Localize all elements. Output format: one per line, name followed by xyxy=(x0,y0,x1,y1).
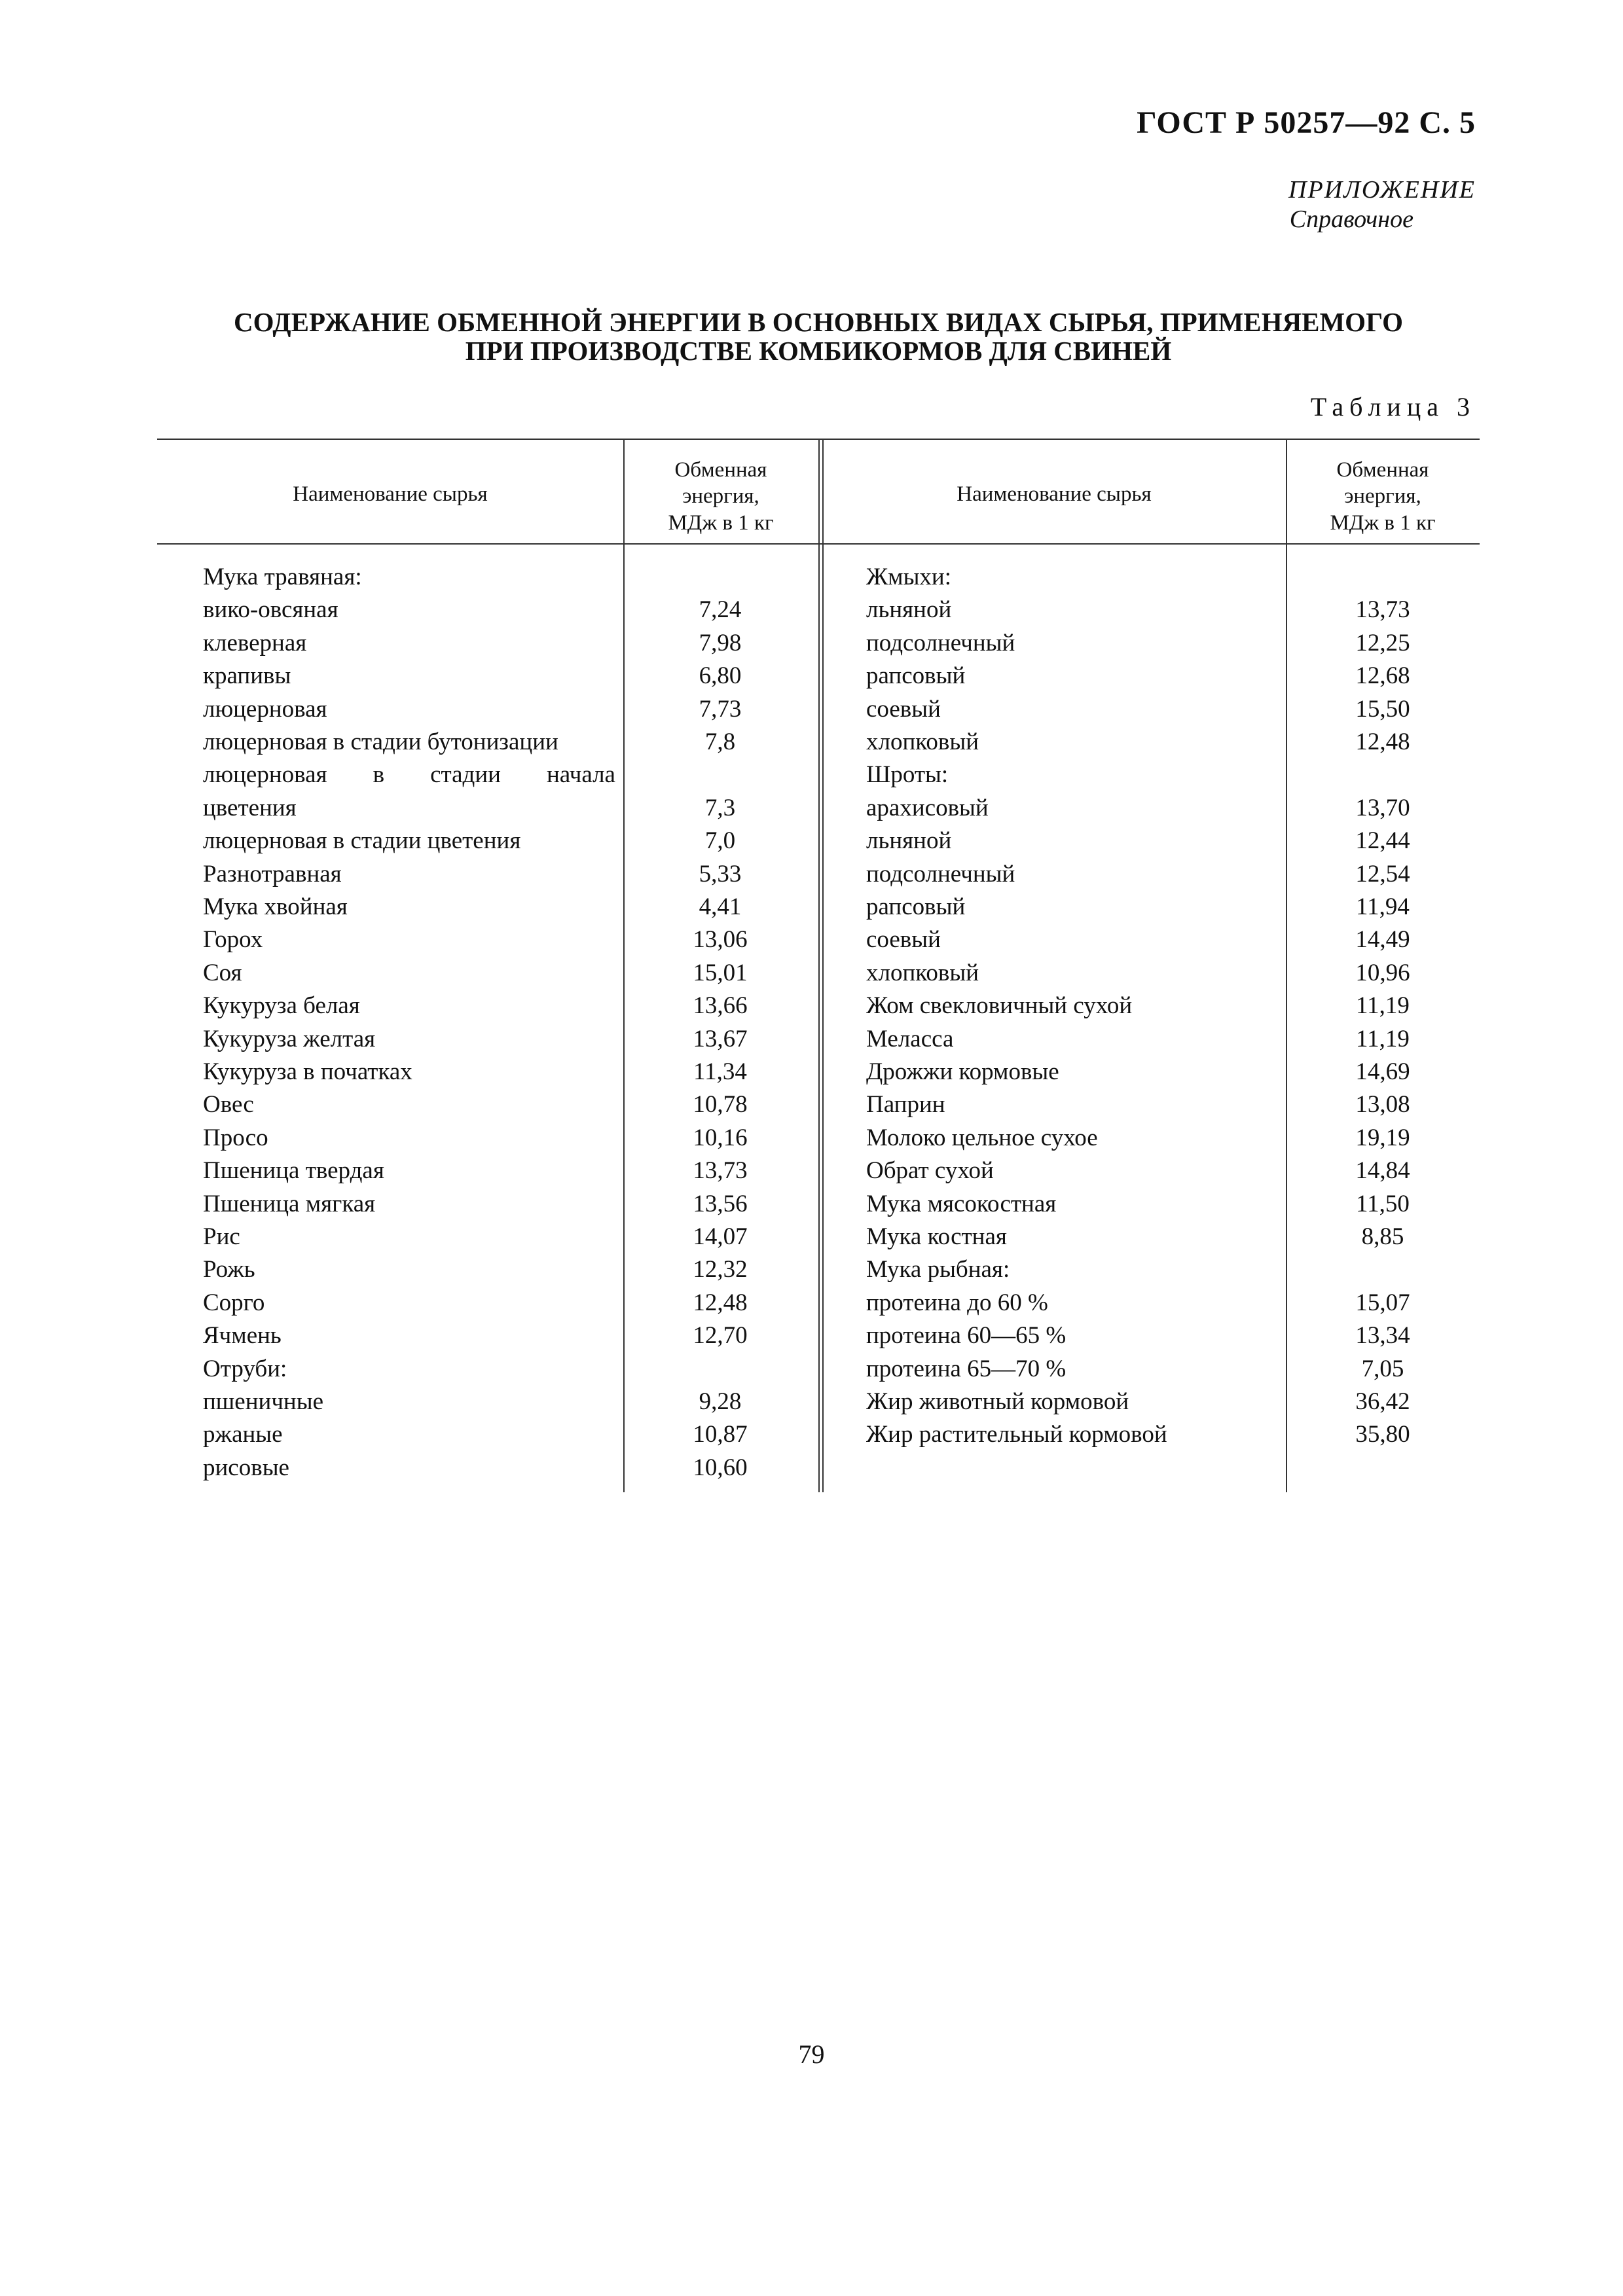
table-row-value: 7,24 xyxy=(699,596,742,624)
table-row-name-word: люцерновая xyxy=(203,761,327,789)
energy-table xyxy=(157,439,1480,1492)
table-row-name: Разнотравная xyxy=(203,860,342,888)
table-row-name: хлопковый xyxy=(866,959,979,986)
header-energy-line: Обменная xyxy=(1336,458,1429,482)
table-row-value: 11,34 xyxy=(693,1058,747,1085)
table-row-name: Кукуруза в початках xyxy=(203,1058,412,1085)
table-row-name: люцерновая xyxy=(203,695,327,723)
table-row-value: 7,73 xyxy=(699,695,742,723)
table-row-value: 14,69 xyxy=(1355,1058,1410,1085)
column-divider xyxy=(1286,439,1287,1492)
table-row-name: клеверная xyxy=(203,629,307,656)
column-divider xyxy=(822,439,824,1492)
table-row-name: льняной xyxy=(866,827,952,855)
table-row-name: Горох xyxy=(203,926,263,954)
table-row-name: хлопковый xyxy=(866,728,979,755)
table-row-name: Отруби: xyxy=(203,1355,287,1382)
table-row-name: крапивы xyxy=(203,662,291,690)
table-row-name: вико-овсяная xyxy=(203,596,338,624)
table-row-name: Мука мясокостная xyxy=(866,1190,1057,1217)
table-row-value: 4,41 xyxy=(699,893,742,920)
table-row-value: 14,49 xyxy=(1355,926,1410,954)
column-divider xyxy=(818,439,820,1492)
table-row-name: ржаные xyxy=(203,1421,283,1448)
table-row-name: льняной xyxy=(866,596,952,624)
table-row-name: арахисовый xyxy=(866,794,989,821)
header-energy-line: МДж в 1 кг xyxy=(1330,511,1436,535)
table-row-value: 12,44 xyxy=(1355,827,1410,855)
table-row-value: 36,42 xyxy=(1355,1388,1410,1415)
table-row-name: подсолнечный xyxy=(866,860,1015,888)
table-row-value: 13,56 xyxy=(693,1190,748,1217)
table-row-value: 14,07 xyxy=(693,1223,748,1250)
table-row-value: 11,50 xyxy=(1356,1190,1410,1217)
table-row-name: Жом свекловичный сухой xyxy=(866,992,1133,1020)
title-line-2: ПРИ ПРОИЗВОДСТВЕ КОМБИКОРМОВ ДЛЯ СВИНЕЙ xyxy=(465,336,1172,367)
appendix-label: ПРИЛОЖЕНИЕ xyxy=(1288,176,1476,204)
table-row-name: протеина до 60 % xyxy=(866,1289,1048,1316)
table-row-name xyxy=(203,761,615,789)
header-energy-line: МДж в 1 кг xyxy=(668,511,774,535)
table-row-value: 12,54 xyxy=(1355,860,1410,888)
table-row-name-word: в xyxy=(373,761,385,789)
table-row-name: рисовые xyxy=(203,1454,289,1481)
document-title xyxy=(157,308,1480,366)
table-row-name: цветения xyxy=(203,794,297,821)
header-energy-left xyxy=(623,457,818,536)
table-row-value: 13,34 xyxy=(1355,1322,1410,1350)
table-row-name: протеина 65—70 % xyxy=(866,1355,1067,1382)
header-energy-line: энергия, xyxy=(1344,484,1421,509)
table-row-value: 13,06 xyxy=(693,926,748,954)
table-row-name: Мука хвойная xyxy=(203,893,348,920)
table-row-name: Пшеница твердая xyxy=(203,1157,384,1185)
header-energy-line: Обменная xyxy=(674,458,767,482)
table-row-value: 12,25 xyxy=(1355,629,1410,656)
table-row-name: Молоко цельное сухое xyxy=(866,1124,1098,1151)
table-row-value: 11,19 xyxy=(1356,1025,1410,1052)
table-row-name: Меласса xyxy=(866,1025,954,1052)
table-row-name: Мука травяная: xyxy=(203,564,362,590)
table-row-name: рапсовый xyxy=(866,662,966,690)
table-row-value: 13,70 xyxy=(1355,794,1410,821)
table-row-name: люцерновая в стадии цветения xyxy=(203,827,521,855)
table-row-value: 5,33 xyxy=(699,860,742,888)
table-row-value: 12,48 xyxy=(693,1289,748,1316)
table-row-name: Кукуруза белая xyxy=(203,992,360,1020)
table-row-value: 11,19 xyxy=(1356,992,1410,1020)
table-row-name: Овес xyxy=(203,1091,254,1119)
table-row-name: протеина 60—65 % xyxy=(866,1322,1067,1350)
table-row-name-word: начала xyxy=(547,761,615,789)
header-name-right: Наименование сырья xyxy=(957,482,1152,506)
table-row-value: 10,78 xyxy=(693,1091,748,1119)
page-number: 79 xyxy=(798,2039,825,2069)
table-row-value: 15,50 xyxy=(1355,695,1410,723)
table-row-value: 13,73 xyxy=(1355,596,1410,624)
table-row-name: люцерновая в стадии бутонизации xyxy=(203,728,558,755)
table-row-value: 7,05 xyxy=(1361,1355,1404,1382)
table-row-value: 12,32 xyxy=(693,1256,748,1283)
table-row-value: 19,19 xyxy=(1355,1124,1410,1151)
table-row-name: Кукуруза желтая xyxy=(203,1025,376,1052)
table-row-value: 6,80 xyxy=(699,662,742,690)
table-row-name: Паприн xyxy=(866,1091,945,1119)
table-row-value: 11,94 xyxy=(1356,893,1410,920)
table-row-name: рапсовый xyxy=(866,893,966,920)
table-row-name: Сорго xyxy=(203,1289,265,1316)
table-row-value: 13,66 xyxy=(693,992,748,1020)
table-row-name: соевый xyxy=(866,695,941,723)
table-row-name: Жмыхи: xyxy=(866,564,952,590)
table-row-value: 10,87 xyxy=(693,1421,748,1448)
table-row-name: пшеничные xyxy=(203,1388,324,1415)
table-row-value: 12,70 xyxy=(693,1322,748,1350)
table-row-name: соевый xyxy=(866,926,941,954)
table-row-name: Дрожжи кормовые xyxy=(866,1058,1059,1085)
table-row-name-word: стадии xyxy=(430,761,501,789)
table-row-value: 7,0 xyxy=(704,827,736,855)
table-row-value: 15,01 xyxy=(693,959,748,986)
table-row-name: Жир животный кормовой xyxy=(866,1388,1129,1415)
table-row-name: Шроты: xyxy=(866,761,949,789)
title-line-1: СОДЕРЖАНИЕ ОБМЕННОЙ ЭНЕРГИИ В ОСНОВНЫХ ВИДАХ СЫРЬЯ, ПРИМЕНЯЕМОГО xyxy=(233,307,1404,337)
table-row-value: 10,60 xyxy=(693,1454,748,1481)
table-row-value: 13,08 xyxy=(1355,1091,1410,1119)
table-row-value: 7,8 xyxy=(704,728,736,755)
header-energy-right xyxy=(1286,457,1480,536)
header-energy-line: энергия, xyxy=(682,484,759,509)
appendix-type: Справочное xyxy=(1289,206,1413,233)
table-row-name: Пшеница мягкая xyxy=(203,1190,376,1217)
table-row-name: Мука костная xyxy=(866,1223,1007,1250)
table-row-value: 13,73 xyxy=(693,1157,748,1185)
table-row-value: 13,67 xyxy=(693,1025,748,1052)
table-row-value: 10,96 xyxy=(1355,959,1410,986)
table-row-value: 8,85 xyxy=(1361,1223,1404,1250)
table-row-name: Просо xyxy=(203,1124,268,1151)
table-row-name: Обрат сухой xyxy=(866,1157,994,1185)
table-row-value: 7,3 xyxy=(704,794,736,821)
table-row-name: подсолнечный xyxy=(866,629,1015,656)
table-row-value: 15,07 xyxy=(1355,1289,1410,1316)
table-row-value: 12,68 xyxy=(1355,662,1410,690)
table-caption: Таблица 3 xyxy=(1310,392,1476,422)
table-row-name: Ячмень xyxy=(203,1322,282,1350)
table-row-name: Мука рыбная: xyxy=(866,1256,1010,1283)
table-row-value: 9,28 xyxy=(699,1388,742,1415)
column-divider xyxy=(623,439,625,1492)
table-row-name: Соя xyxy=(203,959,242,986)
table-row-value: 35,80 xyxy=(1355,1421,1410,1448)
table-row-value: 7,98 xyxy=(699,629,742,656)
document-code: ГОСТ Р 50257—92 С. 5 xyxy=(1137,105,1476,140)
table-row-name: Рис xyxy=(203,1223,240,1250)
table-row-value: 14,84 xyxy=(1355,1157,1410,1185)
header-name-left: Наименование сырья xyxy=(293,482,488,506)
table-row-value: 10,16 xyxy=(693,1124,748,1151)
table-row-name: Рожь xyxy=(203,1256,255,1283)
table-row-value: 12,48 xyxy=(1355,728,1410,755)
table-row-name: Жир растительный кормовой xyxy=(866,1421,1167,1448)
